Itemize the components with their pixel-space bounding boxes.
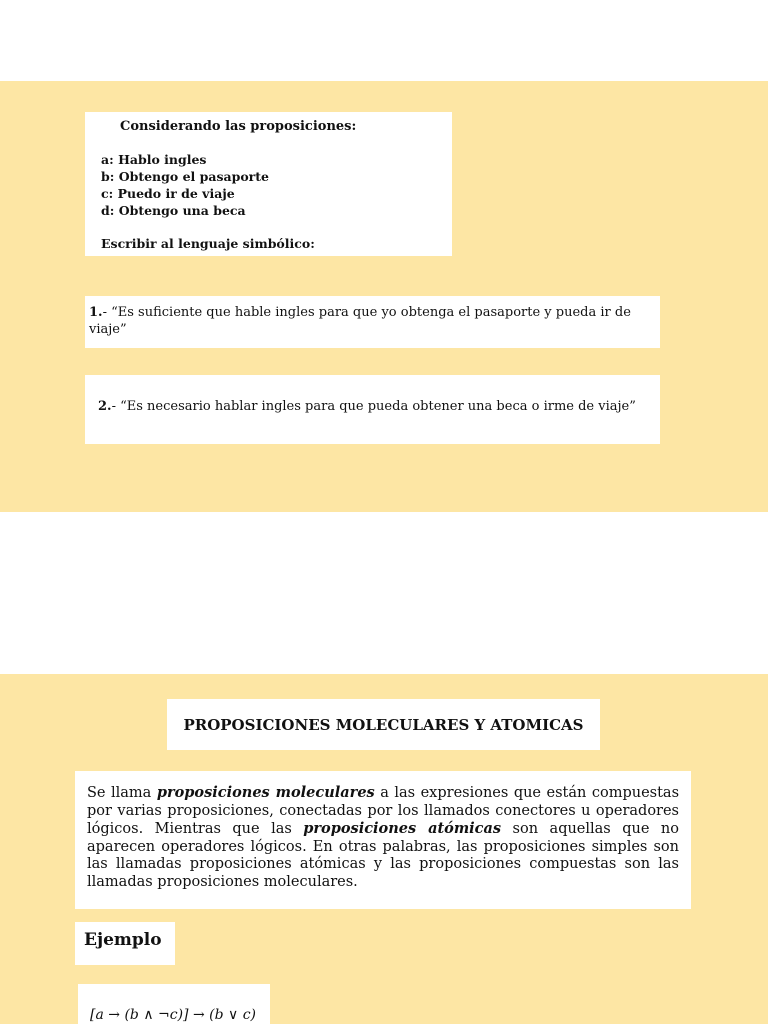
proposition-item: d: Obtengo una beca: [101, 203, 246, 218]
propositions-card: [85, 112, 452, 256]
slide-2: [0, 674, 768, 1024]
definition-card: [75, 771, 691, 909]
term-atomic: proposiciones atómicas: [303, 820, 502, 837]
instruction-text: Escribir al lenguaje simbólico:: [101, 236, 315, 251]
proposition-item: b: Obtengo el pasaporte: [101, 169, 269, 184]
question-text: - “Es suficiente que hable ingles para que yo obtenga el pasaporte y pueda ir de viaje”: [89, 305, 631, 337]
section-title-card: [167, 699, 600, 750]
definition-text: son aquellas que no aparecen operadores lógicos. En otras palabras, las proposiciones simples son las llamadas proposiciones atómicas y las proposiciones compuestas son las llamadas proposiciones moleculares.: [87, 821, 679, 890]
example-label: Ejemplo: [84, 930, 162, 950]
formula-card: [78, 984, 270, 1034]
slide-1: [0, 81, 768, 512]
section-title: PROPOSICIONES MOLECULARES Y ATOMICAS: [183, 715, 584, 734]
question-number: 2.: [98, 399, 112, 414]
example-label-card: [75, 922, 175, 965]
proposition-item: a: Hablo ingles: [101, 152, 207, 167]
example-formula: [a → (b ∧ ¬c)] → (b ∨ c): [90, 1007, 257, 1023]
term-molecular: proposiciones moleculares: [156, 784, 375, 801]
question-2-card: [85, 375, 660, 444]
definition-text: Se llama: [87, 785, 157, 801]
question-1-card: [85, 296, 660, 348]
question-number: 1.: [89, 305, 103, 320]
propositions-heading: Considerando las proposiciones:: [120, 119, 357, 134]
proposition-item: c: Puedo ir de viaje: [101, 186, 235, 201]
question-text: - “Es necesario hablar ingles para que pueda obtener una beca o irme de viaje”: [111, 399, 636, 414]
definition-text: a las expresiones que están compuestas por varias proposiciones, conectadas por los llamados conectores u operadores lógicos. Mientras que las: [87, 785, 680, 837]
